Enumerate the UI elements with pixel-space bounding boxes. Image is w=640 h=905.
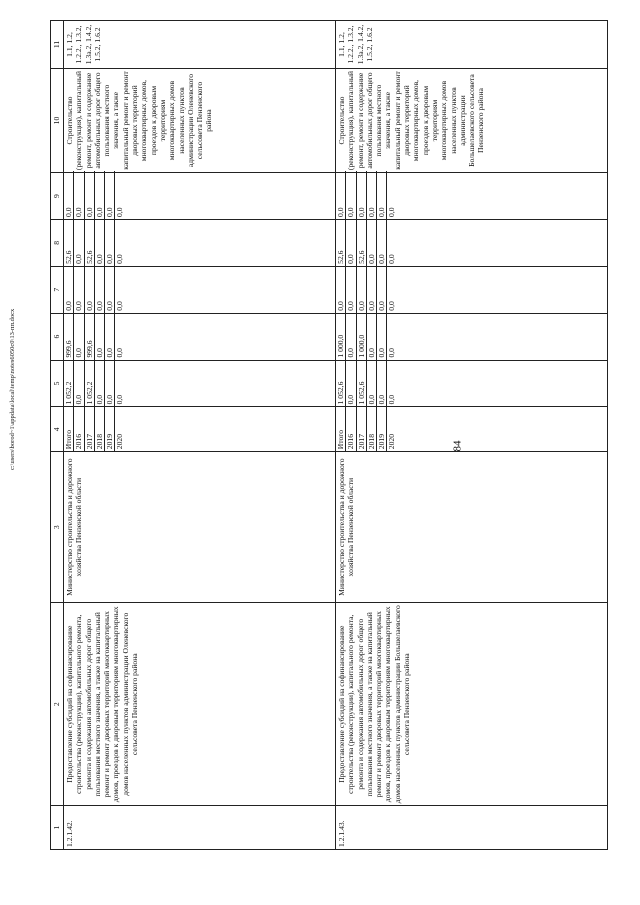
year-cell: 2016 [346,405,356,451]
value-cell: 0,0 [367,171,377,219]
year-cell: 2020 [115,434,125,450]
header-cell: 4 [51,407,64,452]
value-cell: 999,6 [64,312,74,360]
header-row [51,21,64,850]
header-cell: 2 [51,603,64,806]
row-result: Строительство (реконструкция), капитальный ремонт, ремонт и содержание автомобильных дорог общего пользования местного значения, а также капитальный ремонт и ремонт дворовых территорий многоквартирных домов, проездов к дворовым территориям многоквартирных домов населенных пунктов администрации Оленевского сельсовета Пензенского района [64,68,336,172]
value-cell: 0,0 [74,312,84,360]
value-cell: 1 052,6 [357,359,367,407]
page-number: 84 [451,440,464,452]
value-cell: 0,0 [387,301,397,311]
value-cell: 0,0 [95,218,105,266]
year-cell: 2020 [387,434,397,450]
footer-file-path: c:\users\borod~1\appdata\local\temp\notes6050c0\13-пп.docx [9,308,16,470]
value-cell: 0,0 [377,218,387,266]
value-cell: 999,6 [85,312,95,360]
value-cell: 0,0 [64,265,74,313]
value-cell: 0,0 [95,359,105,407]
row-result: Строительство (реконструкция), капитальный ремонт, ремонт и содержание автомобильных дорог общего пользования местного значения, а также капитальный ремонт и ремонт дворовых территорий многоквартирных домов, проездов к дворовым территориям многоквартирных домов населенных пунктов администрации Большелаевского сельсовета Пензенского района [336,68,608,172]
value-cell: 0,0 [115,301,125,311]
value-cell: 0,0 [357,171,367,219]
year-cell: 2018 [367,405,377,451]
header-cell: 10 [51,68,64,172]
value-cell: 0,0 [346,218,356,266]
value-cell: 0,0 [105,171,115,219]
value-cell: 0,0 [377,265,387,313]
value-cell: 0,0 [367,265,377,313]
header-cell: 7 [51,266,64,313]
year-cell: 2019 [105,405,115,451]
year-cell: Итого [64,405,74,451]
value-cell: 0,0 [64,171,74,219]
row-executor: Министерство строительства и дорожного хозяйства Пензенской области [336,452,608,603]
table-row [64,21,336,850]
value-cell: 1 052,6 [336,359,346,407]
row-col8 [336,219,608,266]
value-cell: 0,0 [85,171,95,219]
header-cell: 1 [51,806,64,850]
row-col6 [64,313,336,360]
row-years [64,407,336,452]
value-cell: 0,0 [105,218,115,266]
value-cell: 0,0 [105,359,115,407]
row-id: 1.2.1.42. [64,806,336,850]
header-cell: 8 [51,219,64,266]
value-cell: 1 000,0 [336,312,346,360]
value-cell: 0,0 [95,171,105,219]
row-col7 [336,266,608,313]
header-cell: 11 [51,21,64,69]
table-row [336,21,608,850]
value-cell: 1 052,2 [85,359,95,407]
value-cell: 0,0 [346,171,356,219]
value-cell: 0,0 [346,265,356,313]
value-cell: 0,0 [115,254,125,264]
rotated-table-container [50,20,610,850]
value-cell: 0,0 [85,265,95,313]
value-cell: 0,0 [74,171,84,219]
value-cell: 0,0 [387,394,397,405]
value-cell: 52,6 [357,218,367,266]
row-description: Предоставление субсидий на софинансирование строительства (реконструкции), капитального ремонта, ремонта и содержания автомобильных дорог общего пользования местного значения, а также на капитальный ремонт и ремонт дворовых территорий многоквартирных домов, проездов к дворовым территориям многоквартирных домов населенных пунктов администрации Большелаевского сельсовета Пензенского района [336,603,608,806]
value-cell: 0,0 [367,218,377,266]
value-cell: 0,0 [387,207,397,217]
value-cell: 0,0 [367,312,377,360]
value-cell: 0,0 [95,312,105,360]
value-cell: 0,0 [105,265,115,313]
value-cell: 0,0 [74,265,84,313]
year-cell: 2019 [377,405,387,451]
value-cell: 52,6 [85,218,95,266]
value-cell: 0,0 [377,359,387,407]
value-cell: 0,0 [105,312,115,360]
year-cell: 2017 [357,405,367,451]
value-cell: 0,0 [336,265,346,313]
value-cell: 0,0 [74,359,84,407]
year-cell: 2018 [95,405,105,451]
row-executor: Министерство строительства и дорожного хозяйства Пензенской области [64,452,336,603]
row-col7 [64,266,336,313]
value-cell: 0,0 [346,312,356,360]
row-col8 [64,219,336,266]
header-cell: 6 [51,313,64,360]
row-indicators: 1.1, 1.2, 1.2.2., 1.3.2, 1.3а.2, 1.4.2, 1.5.2, 1.6.2 [336,21,608,69]
year-cell: 2017 [85,405,95,451]
header-cell: 3 [51,452,64,603]
value-cell: 0,0 [115,394,125,405]
year-cell: 2016 [74,405,84,451]
year-cell: Итого [336,405,346,451]
value-cell: 0,0 [387,348,397,358]
value-cell: 0,0 [387,254,397,264]
row-years [336,407,608,452]
row-id: 1.2.1.43. [336,806,608,850]
value-cell: 0,0 [336,171,346,219]
header-cell: 5 [51,360,64,407]
value-cell: 0,0 [346,359,356,407]
value-cell: 52,6 [64,218,74,266]
row-col6 [336,313,608,360]
row-indicators: 1.1, 1.2, 1.2.2., 1.3.2, 1.3а.2, 1.4.2, 1.5.2, 1.6.2 [64,21,336,69]
value-cell: 0,0 [74,218,84,266]
value-cell: 1 052,2 [64,359,74,407]
value-cell: 0,0 [377,312,387,360]
value-cell: 1 000,0 [357,312,367,360]
row-col9 [336,173,608,220]
value-cell: 0,0 [377,171,387,219]
value-cell: 52,6 [336,218,346,266]
program-table [50,20,608,850]
row-col5 [336,360,608,407]
value-cell: 0,0 [115,348,125,358]
row-col9 [64,173,336,220]
header-cell: 9 [51,173,64,220]
value-cell: 0,0 [357,265,367,313]
row-col5 [64,360,336,407]
row-description: Предоставление субсидий на софинансирование строительства (реконструкции), капитального ремонта, ремонта и содержания автомобильных дорог общего пользования местного значения, а также на капитальный ремонт и ремонт дворовых территорий многоквартирных домов, проездов к дворовым территориям многоквартирных домов населенных пунктов администрации Оленевского сельсовета Пензенского района [64,603,336,806]
value-cell: 0,0 [367,359,377,407]
value-cell: 0,0 [115,207,125,217]
value-cell: 0,0 [95,265,105,313]
